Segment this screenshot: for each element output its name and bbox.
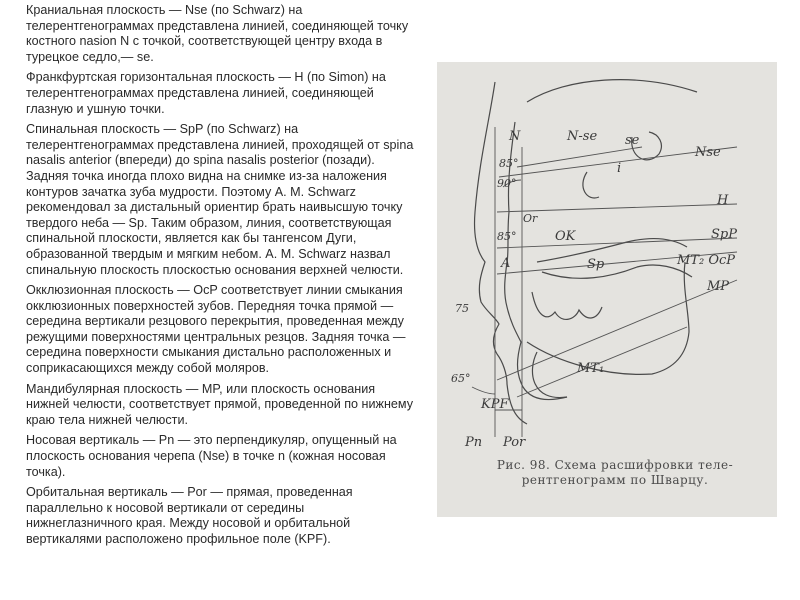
figure-caption-line-2: рентгенограмм по Шварцу. — [521, 473, 709, 487]
paragraph-occlusal-plane: Окклюзионная плоскость — OcP соответствует линии смыкания окклюзионных поверхностей зубов. Передняя точка прямой — середина вертикали резцового перекрытия, проведенная между режущими поверхностями центральных резцов. Задняя точка — середина поверхности смыкания дистально расположенных и соприкасающихся между собой моляров. — [26, 283, 406, 376]
label-spp: SpP — [711, 227, 737, 242]
label-a: A — [501, 256, 511, 271]
figure-caption — [455, 458, 775, 488]
label-angle-85-mid: 85° — [497, 230, 517, 243]
text-column — [26, 3, 414, 553]
label-angle-75: 75 — [455, 302, 469, 315]
oral-curve-line — [542, 265, 692, 278]
label-angle-65: 65° — [451, 372, 471, 385]
label-n: N — [509, 129, 521, 144]
line-h — [497, 204, 737, 212]
label-por: Por — [503, 435, 526, 450]
label-h: H — [717, 193, 729, 208]
paragraph-mandibular-plane: Мандибулярная плоскость — MP, или плоскость основания нижней челюсти, соответствует прямой, проведенной по нижнему краю тела нижней челюсти. — [26, 381, 414, 427]
label-mt2-ocp: MT₂ OcP — [677, 253, 736, 268]
label-mp: MP — [707, 279, 730, 294]
paragraph-spinal-plane: Спинальная плоскость — SpP (по Schwarz) на телерентгенограммах представлена линией, проходящей от spina nasalis anterior (впереди) до spina nasalis posterior (позади). Задняя точка иногда плохо видна на снимке из-за наложения контуров зачатка зуба мудрости. Поэтому А. М. Schwarz рекомендовал за дистальный ориентир брать наивысшую точку твердого неба — Sp. Таким образом, линия, соответствующая спинальной плоскости, является как бы тангенсом Дуги, образованной твердым и мягким небом. А. М. Schwarz назвал спинальную плоскость плоскостью основания верхней челюсти. — [26, 122, 414, 277]
label-mt1: MT₁ — [577, 361, 605, 376]
paragraph-frankfurt-plane: Франкфуртская горизонтальная плоскость — H (по Simon) на телерентгенограммах представлена линией, соединяющей глазную и ушную точки. — [26, 70, 386, 116]
line-n-se — [517, 147, 642, 167]
label-or: Or — [523, 212, 538, 225]
orbit-line — [583, 172, 599, 198]
cephalogram-diagram — [437, 62, 777, 517]
label-kpf: KPF — [481, 397, 509, 412]
label-se: se — [625, 133, 640, 148]
label-nse: Nse — [695, 145, 721, 160]
paragraph-cranial-plane: Краниальная плоскость — Nse (по Schwarz) на телерентгенограммах представлена линией, соединяющей точку костного nasion N с точкой, соответствующей центру входа в турецкое седло,— se. — [26, 3, 409, 64]
label-angle-90: 90° — [497, 177, 517, 190]
label-ok: OK — [555, 229, 576, 244]
paragraph-nasal-vertical: Носовая вертикаль — Pn — это перпендикуляр, опущенный на плоскость основания черепа (Nse) в точке n (кожная носовая точка). — [26, 433, 397, 479]
cephalogram-figure — [437, 62, 777, 517]
label-i: i — [617, 161, 622, 176]
skull-arc-line — [527, 80, 697, 102]
figure-caption-line-1: Рис. 98. Схема расшифровки теле- — [496, 458, 734, 472]
line-spp — [497, 238, 737, 248]
label-sp: Sp — [587, 257, 605, 272]
label-pn: Pn — [465, 435, 483, 450]
teeth-outline-line — [532, 292, 602, 319]
paragraph-orbital-vertical: Орбитальная вертикаль — Por — прямая, проведенная параллельно к носовой вертикали от середины нижнеглазничного края. Между носовой и орбитальной вертикалями расположено профильное поле (KPF). — [26, 485, 353, 546]
angle-arc-bottom — [472, 387, 495, 394]
label-angle-85-top: 85° — [499, 157, 519, 170]
mandible-inner-line — [532, 352, 567, 398]
label-n-se: N-se — [567, 129, 598, 144]
